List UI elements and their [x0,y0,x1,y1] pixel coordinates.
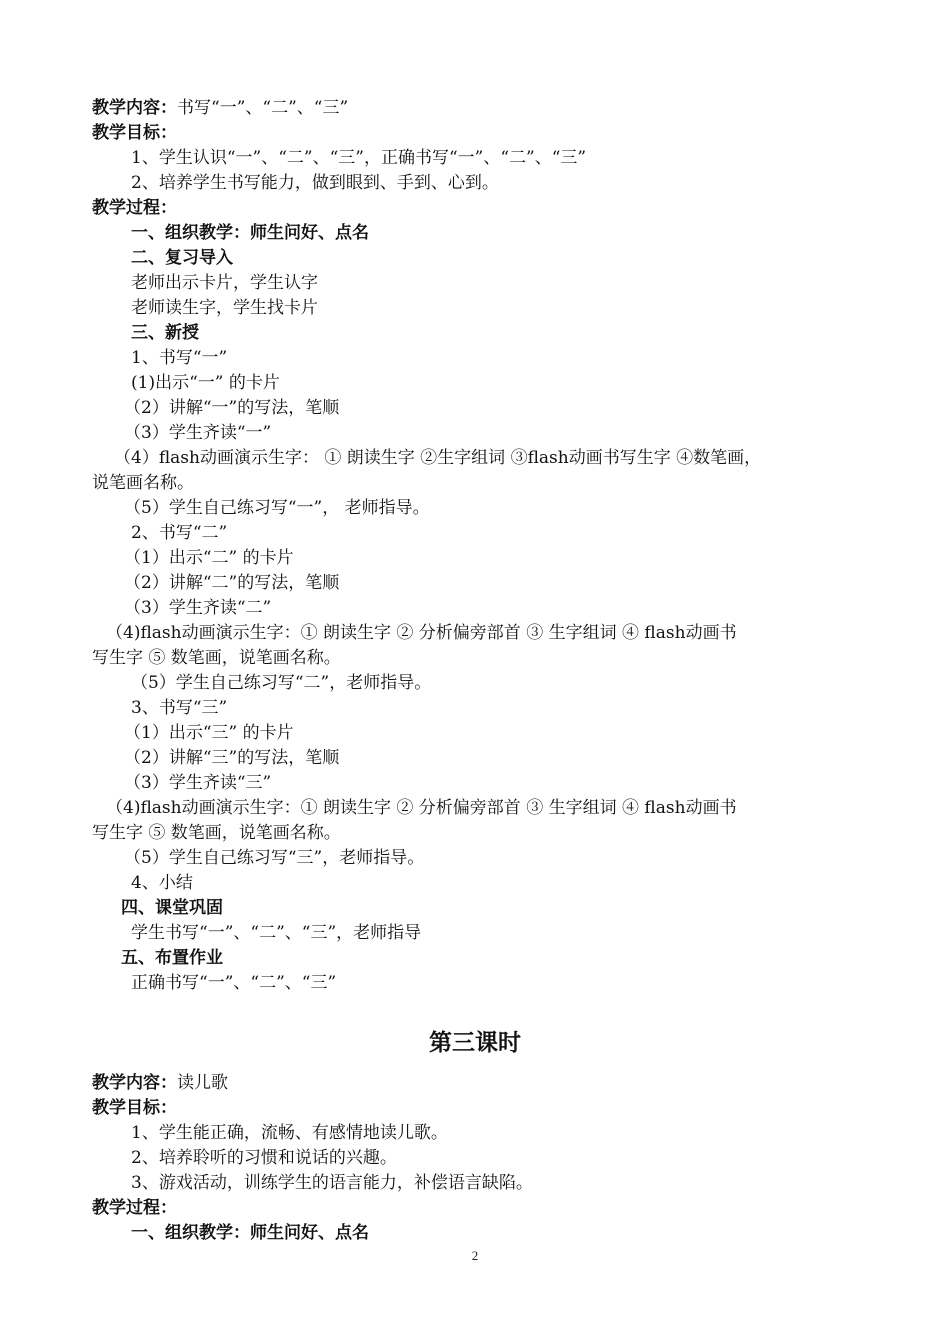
step-heading: 一、组织教学：师生问好、点名 [131,1223,369,1243]
content-line [92,96,348,121]
step-text: 学生书写“一”、“二”、“三”，老师指导 [131,923,422,943]
goal-item: 2、培养学生书写能力，做到眼到、手到、心到。 [131,173,499,193]
list-item: （3）学生齐读“一” [124,423,272,443]
list-item: （2）讲解“一”的写法，笔顺 [124,398,340,418]
review-item: 老师读生字，学生找卡片 [131,298,318,318]
content-text: 读儿歌 [177,1073,228,1093]
list-item: （2）讲解“二”的写法，笔顺 [124,573,340,593]
process-label: 教学过程： [92,1198,177,1218]
step-heading: 三、新授 [131,323,199,343]
goal-item: 1、学生认识“一”、“二”、“三”，正确书写“一”、“二”、“三” [131,148,587,168]
page-number: 2 [471,1248,479,1263]
summary-line: 4、小结 [131,873,193,893]
goal-item: 3、游戏活动，训练学生的语言能力，补偿语言缺陷。 [131,1173,533,1193]
content-text: 书写“一”、“二”、“三” [177,98,349,118]
list-item: （2）讲解“三”的写法，笔顺 [124,748,340,768]
review-item: 老师出示卡片，学生认字 [131,273,318,293]
step-heading: 二、复习导入 [131,248,233,268]
goals-label: 教学目标： [92,1098,177,1118]
list-item: （4)flash动画演示生字：① 朗读生字 ② 分析偏旁部首 ③ 生字组词 ④ flash动画书 [106,798,737,818]
content-line [92,1071,228,1096]
content-label: 教学内容： [92,98,177,118]
subsection-heading: 3、书写“三” [131,698,228,718]
list-item: （1）出示“三” 的卡片 [124,723,294,743]
subsection-heading: 1、书写“一” [131,348,228,368]
content-label: 教学内容： [92,1073,177,1093]
step-heading: 四、课堂巩固 [121,898,223,918]
goals-label: 教学目标： [92,123,177,143]
list-item: 写生字 ⑤ 数笔画，说笔画名称。 [92,823,341,843]
process-label: 教学过程： [92,198,177,218]
list-item: (1)出示“一” 的卡片 [131,373,280,393]
subsection-heading: 2、书写“二” [131,523,228,543]
step-text: 正确书写“一”、“二”、“三” [131,973,337,993]
list-item: （5）学生自己练习写“一”， 老师指导。 [124,498,430,518]
list-item: （5）学生自己练习写“二”，老师指导。 [131,673,432,693]
list-item: （3）学生齐读“二” [124,598,272,618]
list-item: （3）学生齐读“三” [124,773,272,793]
list-item: 说笔画名称。 [92,473,194,493]
list-item: （5）学生自己练习写“三”，老师指导。 [124,848,425,868]
lesson-title: 第三课时 [429,1030,521,1056]
list-item: （4）flash动画演示生字： ① 朗读生字 ②生字组词 ③flash动画书写生字 ④数笔画， [114,448,762,468]
step-heading: 五、布置作业 [121,948,223,968]
list-item: （1）出示“二” 的卡片 [124,548,294,568]
goal-item: 2、培养聆听的习惯和说话的兴趣。 [131,1148,397,1168]
list-item: 写生字 ⑤ 数笔画，说笔画名称。 [92,648,341,668]
step-heading: 一、组织教学：师生问好、点名 [131,223,369,243]
goal-item: 1、学生能正确，流畅、有感情地读儿歌。 [131,1123,448,1143]
list-item: （4)flash动画演示生字：① 朗读生字 ② 分析偏旁部首 ③ 生字组词 ④ flash动画书 [106,623,737,643]
